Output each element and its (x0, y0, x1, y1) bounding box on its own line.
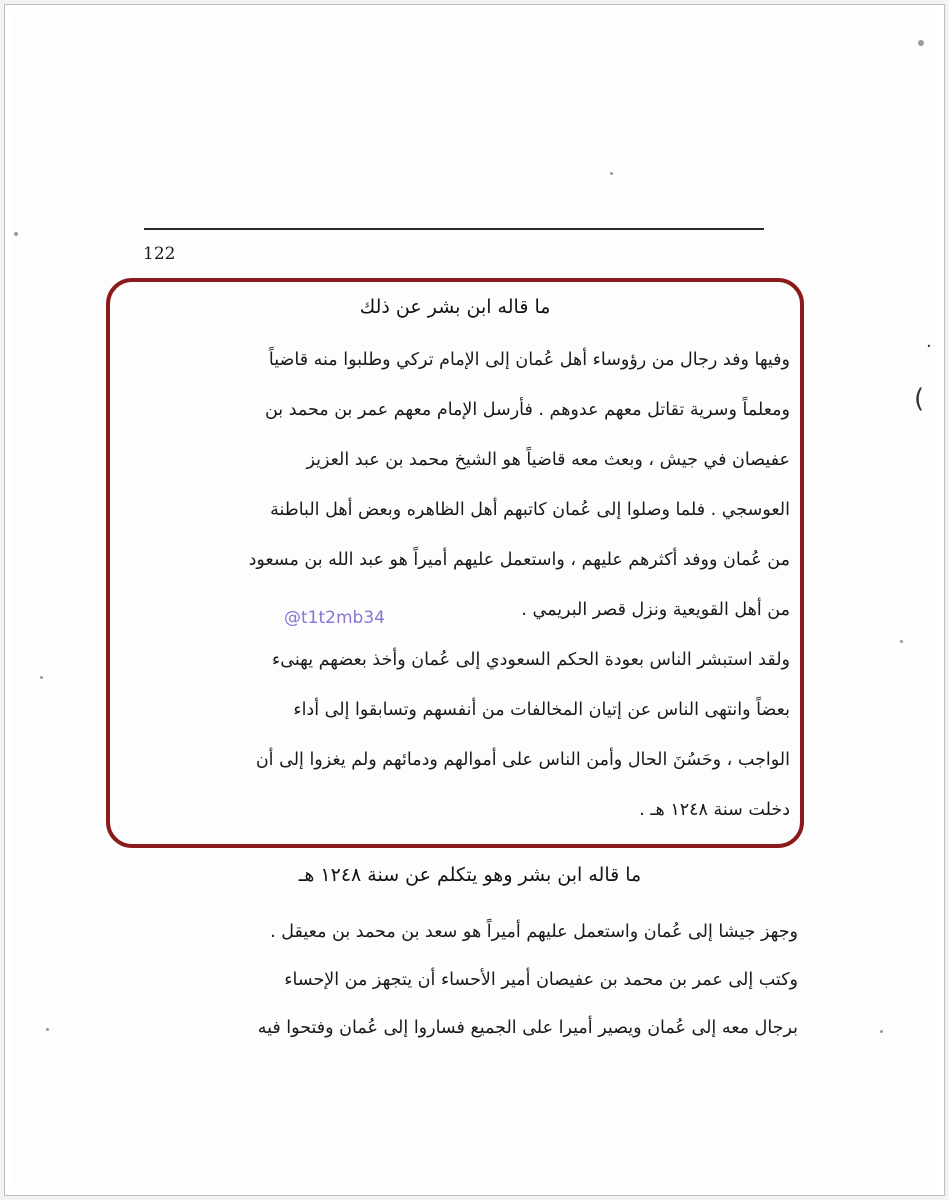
text-line: وفيها وفد رجال من رؤوساء أهل عُمان إلى الإمام تركي وطلبوا منه قاضياً (268, 350, 790, 370)
scan-speck (900, 640, 903, 643)
box-paragraph-2 (120, 650, 790, 830)
text-line: وجهز جيشا إلى عُمان واستعمل عليهم أميراً هو سعد بن محمد بن معيقل . (270, 922, 798, 942)
box-heading: ما قاله ابن بشر عن ذلك (359, 296, 551, 318)
margin-mark: ( (914, 384, 925, 414)
text-line: وكتب إلى عمر بن محمد بن عفيصان أمير الأحساء أن يتجهز من الإحساء (284, 970, 798, 990)
text-line: العوسجي . فلما وصلوا إلى عُمان كاتبهم أهل الظاهره وبعض أهل الباطنة (270, 500, 790, 520)
after-paragraph (118, 922, 798, 1062)
text-line: ومعلماً وسرية تقاتل معهم عدوهم . فأرسل الإمام معهم عمر بن محمد بن (264, 400, 790, 420)
text-line: من عُمان ووفد أكثرهم عليهم ، واستعمل عليهم أميراً هو عبد الله بن مسعود (248, 550, 790, 570)
scan-speck (918, 40, 924, 46)
scan-speck (14, 232, 18, 236)
page-number: 122 (143, 244, 176, 264)
text-line: عفيصان في جيش ، وبعث معه قاضياً هو الشيخ محمد بن عبد العزيز (306, 450, 790, 470)
scan-speck (40, 676, 43, 679)
text-line: برجال معه إلى عُمان ويصير أميرا على الجميع فساروا إلى عُمان وفتحوا فيه (257, 1018, 798, 1038)
text-line: من أهل القويعية ونزل قصر البريمي . (521, 600, 790, 620)
text-line: دخلت سنة ١٢٤٨ هـ . (639, 800, 790, 820)
section-heading-1248: ما قاله ابن بشر وهو يتكلم عن سنة ١٢٤٨ هـ (298, 864, 642, 886)
margin-mark: · (926, 336, 932, 357)
text-line: بعضاً وانتهى الناس عن إتيان المخالفات من أنفسهم وتسابقوا إلى أداء (293, 700, 790, 720)
watermark: @t1t2mb34 (284, 608, 385, 628)
text-line: الواجب ، وحَسُنَ الحال وأمن الناس على أموالهم ودمائهم ولم يغزوا إلى أن (255, 750, 790, 770)
scan-speck (880, 1030, 883, 1033)
box-paragraph-1 (120, 350, 790, 640)
scan-speck (610, 172, 613, 175)
scan-speck (46, 1028, 49, 1031)
header-rule (144, 228, 764, 230)
text-line: ولقد استبشر الناس بعودة الحكم السعودي إلى عُمان وأخذ بعضهم يهنىء (272, 650, 790, 670)
